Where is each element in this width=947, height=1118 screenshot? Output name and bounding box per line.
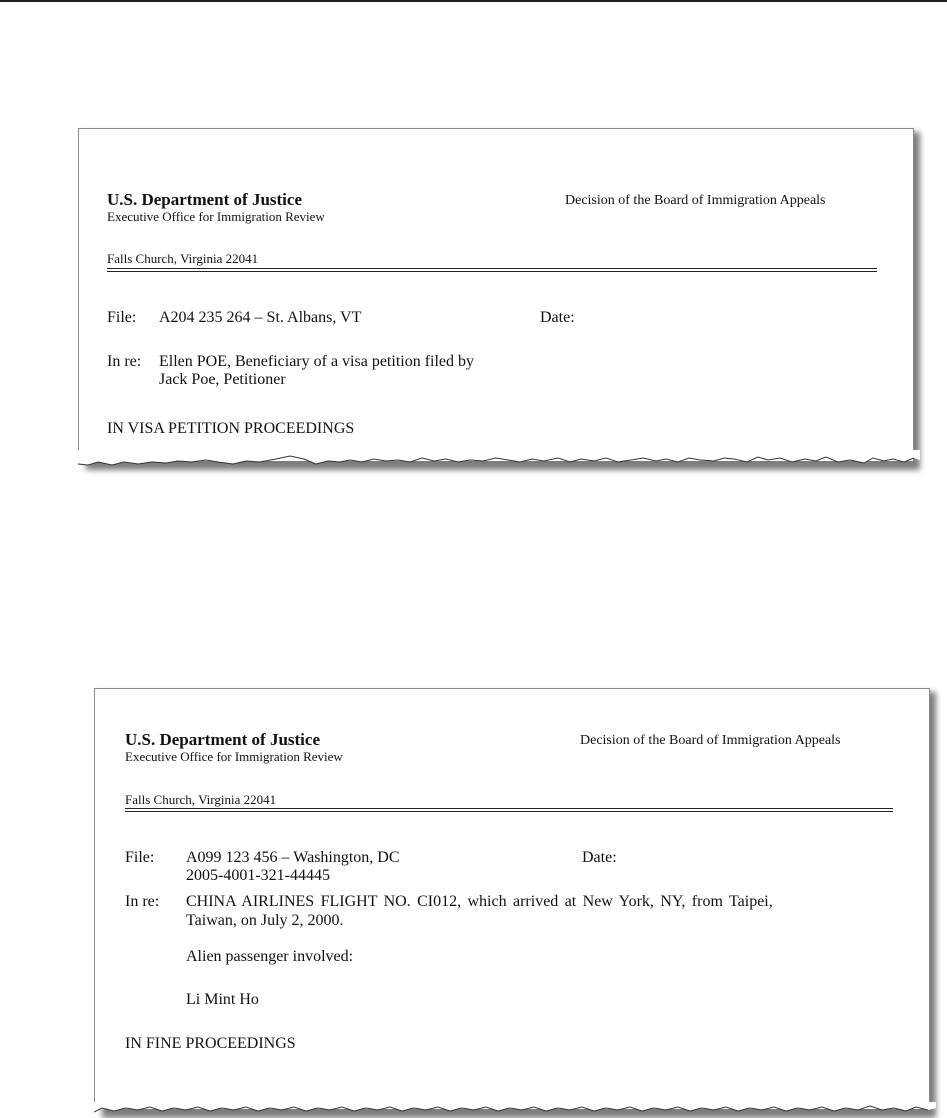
bia-decision-excerpt-2 xyxy=(94,688,936,1118)
inre-label: In re: xyxy=(107,353,142,370)
paper-sheet xyxy=(94,688,930,1109)
agency-name: U.S. Department of Justice xyxy=(125,730,320,749)
bia-decision-excerpt-1 xyxy=(78,128,920,480)
passenger-label: Alien passenger involved: xyxy=(186,948,354,965)
decision-title: Decision of the Board of Immigration Appeals xyxy=(565,193,826,208)
proceedings-title: IN VISA PETITION PROCEEDINGS xyxy=(107,420,355,437)
inre-label: In re: xyxy=(125,893,160,910)
passenger-name: Li Mint Ho xyxy=(186,991,259,1008)
proceedings-title: IN FINE PROCEEDINGS xyxy=(125,1035,296,1052)
decision-title: Decision of the Board of Immigration Appeals xyxy=(580,733,841,748)
date-label: Date: xyxy=(582,849,617,866)
inre-line-1: Ellen POE, Beneficiary of a visa petition filed by xyxy=(159,353,475,370)
inre-line-2: Jack Poe, Petitioner xyxy=(159,371,286,388)
torn-edge xyxy=(94,1102,936,1118)
inre-line-2: Taiwan, on July 2, 2000. xyxy=(186,912,344,929)
office-address: Falls Church, Virginia 22041 xyxy=(125,792,277,807)
file-number: A099 123 456 – Washington, DC xyxy=(186,849,400,866)
letterhead-double-rule xyxy=(125,808,893,812)
file-number: A204 235 264 – St. Albans, VT xyxy=(159,309,362,326)
office-address: Falls Church, Virginia 22041 xyxy=(107,251,259,266)
file-label: File: xyxy=(125,849,155,866)
letterhead-double-rule xyxy=(107,268,877,272)
paper-sheet xyxy=(78,128,914,461)
office-name: Executive Office for Immigration Review xyxy=(125,749,343,764)
agency-name: U.S. Department of Justice xyxy=(107,190,302,209)
torn-edge xyxy=(78,450,920,480)
file-number-secondary: 2005-4001-321-44445 xyxy=(186,867,330,884)
file-label: File: xyxy=(107,309,137,326)
office-name: Executive Office for Immigration Review xyxy=(107,209,325,224)
top-rule xyxy=(0,0,947,2)
date-label: Date: xyxy=(540,309,575,326)
inre-line-1: CHINA AIRLINES FLIGHT NO. CI012, which arrived at New York, NY, from Taipei, xyxy=(186,893,773,910)
